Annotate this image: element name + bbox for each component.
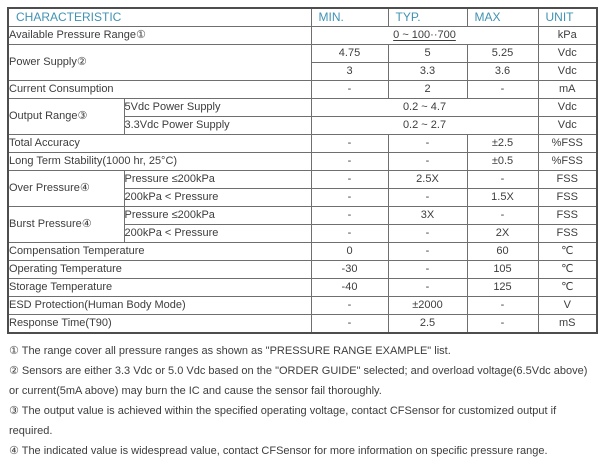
over-pressure-high-max: 1.5X <box>467 189 538 207</box>
operating-temperature-typ: - <box>388 261 467 279</box>
total-accuracy-typ: - <box>388 135 467 153</box>
col-header-max: MAX <box>467 8 538 27</box>
footnotes <box>7 334 595 461</box>
current-consumption-min: - <box>311 81 388 99</box>
table-row <box>8 297 597 315</box>
table-row <box>8 27 597 45</box>
long-term-stability-min: - <box>311 153 388 171</box>
table-row <box>8 261 597 279</box>
response-time-label: Response Time(T90) <box>8 315 311 334</box>
table-row <box>8 135 597 153</box>
pressure-range-label: Available Pressure Range① <box>8 27 311 45</box>
compensation-temperature-max: 60 <box>467 243 538 261</box>
output-range-5v-sublabel: 5Vdc Power Supply <box>124 99 311 117</box>
burst-pressure-label: Burst Pressure④ <box>8 207 124 243</box>
long-term-stability-typ: - <box>388 153 467 171</box>
pressure-range-unit: kPa <box>538 27 597 45</box>
esd-protection-typ: ±2000 <box>388 297 467 315</box>
footnote-3: ③ The output value is achieved within the specified operating voltage, contact CFSensor for customized output if required. <box>9 405 557 437</box>
storage-temperature-unit: ℃ <box>538 279 597 297</box>
over-pressure-low-sublabel: Pressure ≤200kPa <box>124 171 311 189</box>
response-time-unit: mS <box>538 315 597 334</box>
storage-temperature-label: Storage Temperature <box>8 279 311 297</box>
current-consumption-typ: 2 <box>388 81 467 99</box>
table-row <box>8 315 597 334</box>
pressure-range-value <box>311 27 538 45</box>
col-header-typ: TYP. <box>388 8 467 27</box>
esd-protection-label: ESD Protection(Human Body Mode) <box>8 297 311 315</box>
footnote-4: ④ The indicated value is widespread value, contact CFSensor for more information on specific pressure range. <box>9 445 548 457</box>
esd-protection-max: - <box>467 297 538 315</box>
response-time-typ: 2.5 <box>388 315 467 334</box>
burst-pressure-low-unit: FSS <box>538 207 597 225</box>
over-pressure-high-sublabel: 200kPa < Pressure <box>124 189 311 207</box>
burst-pressure-high-min: - <box>311 225 388 243</box>
specification-table <box>7 7 598 334</box>
burst-pressure-high-sublabel: 200kPa < Pressure <box>124 225 311 243</box>
storage-temperature-max: 125 <box>467 279 538 297</box>
col-header-unit: UNIT <box>538 8 597 27</box>
burst-pressure-low-max: - <box>467 207 538 225</box>
power-supply-3v3-unit: Vdc <box>538 63 597 81</box>
total-accuracy-min: - <box>311 135 388 153</box>
operating-temperature-min: -30 <box>311 261 388 279</box>
esd-protection-min: - <box>311 297 388 315</box>
compensation-temperature-min: 0 <box>311 243 388 261</box>
response-time-max: - <box>467 315 538 334</box>
power-supply-5v-unit: Vdc <box>538 45 597 63</box>
table-row <box>8 207 597 225</box>
total-accuracy-unit: %FSS <box>538 135 597 153</box>
burst-pressure-high-unit: FSS <box>538 225 597 243</box>
power-supply-5v-typ: 5 <box>388 45 467 63</box>
operating-temperature-unit: ℃ <box>538 261 597 279</box>
output-range-3v3-value: 0.2 ~ 2.7 <box>311 117 538 135</box>
burst-pressure-low-typ: 3X <box>388 207 467 225</box>
col-header-min: MIN. <box>311 8 388 27</box>
footnote-1: ① The range cover all pressure ranges as shown as "PRESSURE RANGE EXAMPLE" list. <box>9 345 451 357</box>
burst-pressure-high-max: 2X <box>467 225 538 243</box>
table-row <box>8 171 597 189</box>
burst-pressure-low-sublabel: Pressure ≤200kPa <box>124 207 311 225</box>
over-pressure-high-min: - <box>311 189 388 207</box>
storage-temperature-min: -40 <box>311 279 388 297</box>
output-range-3v3-unit: Vdc <box>538 117 597 135</box>
long-term-stability-label: Long Term Stability(1000 hr, 25°C) <box>8 153 311 171</box>
table-row <box>8 99 597 117</box>
operating-temperature-label: Operating Temperature <box>8 261 311 279</box>
table-row <box>8 45 597 63</box>
total-accuracy-max: ±2.5 <box>467 135 538 153</box>
over-pressure-low-unit: FSS <box>538 171 597 189</box>
current-consumption-unit: mA <box>538 81 597 99</box>
table-row <box>8 243 597 261</box>
pressure-range-underlined-value: 0 ~ 100··700 <box>393 29 456 41</box>
compensation-temperature-label: Compensation Temperature <box>8 243 311 261</box>
output-range-5v-value: 0.2 ~ 4.7 <box>311 99 538 117</box>
power-supply-3v3-typ: 3.3 <box>388 63 467 81</box>
esd-protection-unit: V <box>538 297 597 315</box>
compensation-temperature-typ: - <box>388 243 467 261</box>
table-row <box>8 153 597 171</box>
current-consumption-max: - <box>467 81 538 99</box>
storage-temperature-typ: - <box>388 279 467 297</box>
current-consumption-label: Current Consumption <box>8 81 311 99</box>
over-pressure-label: Over Pressure④ <box>8 171 124 207</box>
output-range-label: Output Range③ <box>8 99 124 135</box>
power-supply-3v3-max: 3.6 <box>467 63 538 81</box>
col-header-characteristic: CHARACTERISTIC <box>8 8 311 27</box>
compensation-temperature-unit: ℃ <box>538 243 597 261</box>
power-supply-5v-min: 4.75 <box>311 45 388 63</box>
total-accuracy-label: Total Accuracy <box>8 135 311 153</box>
over-pressure-low-max: - <box>467 171 538 189</box>
over-pressure-low-min: - <box>311 171 388 189</box>
long-term-stability-max: ±0.5 <box>467 153 538 171</box>
footnote-2: ② Sensors are either 3.3 Vdc or 5.0 Vdc based on the "ORDER GUIDE" selected; and overload voltage(6.5Vdc above) or current(5mA above) may burn the IC and cause the sensor fail thoroughly. <box>9 365 588 397</box>
over-pressure-high-unit: FSS <box>538 189 597 207</box>
table-row <box>8 279 597 297</box>
response-time-min: - <box>311 315 388 334</box>
output-range-3v3-sublabel: 3.3Vdc Power Supply <box>124 117 311 135</box>
long-term-stability-unit: %FSS <box>538 153 597 171</box>
over-pressure-low-typ: 2.5X <box>388 171 467 189</box>
power-supply-label: Power Supply② <box>8 45 311 81</box>
output-range-5v-unit: Vdc <box>538 99 597 117</box>
power-supply-3v3-min: 3 <box>311 63 388 81</box>
burst-pressure-high-typ: - <box>388 225 467 243</box>
operating-temperature-max: 105 <box>467 261 538 279</box>
over-pressure-high-typ: - <box>388 189 467 207</box>
table-header-row <box>8 8 597 27</box>
burst-pressure-low-min: - <box>311 207 388 225</box>
table-row <box>8 81 597 99</box>
power-supply-5v-max: 5.25 <box>467 45 538 63</box>
